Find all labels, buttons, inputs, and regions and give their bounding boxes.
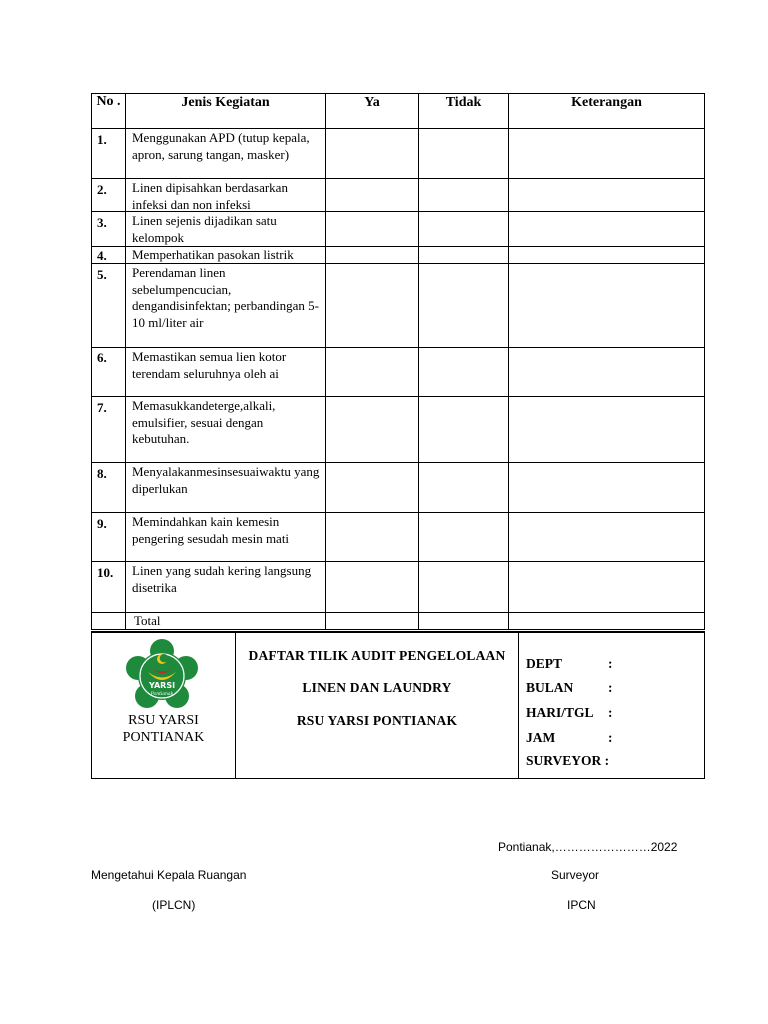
institution-name: [92, 712, 235, 746]
row-2-activity: Linen dipisahkan berdasarkan infeksi dan non infeksi: [132, 180, 288, 212]
surveyor-title: Surveyor: [551, 868, 600, 882]
row-8-number: 8.: [97, 466, 107, 481]
row-9-activity: Memindahkan kain kemesin pengering sesudah mesin mati: [132, 514, 290, 546]
header-no: No .: [96, 94, 121, 109]
row-9-number: 9.: [97, 516, 107, 531]
institution-name-line2: PONTIANAK: [122, 730, 205, 745]
month-field: BULAN :: [526, 680, 613, 695]
yarsi-logo-icon: [125, 639, 199, 711]
row-8-activity: Menyalakanmesinsesuaiwaktu yang diperlukan: [132, 464, 320, 496]
header-notes: Keterangan: [571, 95, 642, 110]
row-2-number: 2.: [97, 182, 107, 197]
form-title-line2: LINEN DAN LAUNDRY: [302, 680, 452, 695]
row-7-activity: Memasukkandeterge,alkali, emulsifier, sesuai dengan kebutuhan.: [132, 398, 276, 446]
logo-subtext: Pontianak: [150, 692, 174, 697]
header-no-col: Tidak: [445, 95, 482, 110]
dept-field: DEPT :: [526, 656, 613, 671]
row-3-number: 3.: [97, 215, 107, 230]
acknowledger-role: (IPLCN): [152, 898, 196, 912]
institution-name-line1: RSU YARSI: [128, 713, 199, 728]
place-date: Pontianak,……………………2022: [498, 840, 678, 854]
row-10-number: 10.: [97, 565, 114, 580]
logo-text: YARSI: [148, 681, 176, 690]
header-yes: Ya: [364, 95, 380, 110]
time-field: JAM :: [526, 730, 613, 745]
row-3-activity: Linen sejenis dijadikan satu kelompok: [132, 213, 277, 245]
row-5-number: 5.: [97, 267, 107, 282]
row-7-number: 7.: [97, 400, 107, 415]
row-4-activity: Memperhatikan pasokan listrik: [132, 247, 294, 262]
total-label: Total: [134, 613, 161, 628]
acknowledger-title: Mengetahui Kepala Ruangan: [91, 868, 247, 882]
row-6-activity: Memastikan semua lien kotor terendam seluruhnya oleh ai: [132, 349, 287, 381]
row-4-number: 4.: [97, 248, 107, 263]
form-title-line3: RSU YARSI PONTIANAK: [296, 713, 458, 728]
day-date-field: HARI/TGL :: [526, 705, 613, 720]
header-activity: Jenis Kegiatan: [181, 95, 270, 110]
surveyor-field: SURVEYOR :: [526, 753, 610, 768]
row-6-number: 6.: [97, 350, 107, 365]
row-1-activity: Menggunakan APD (tutup kepala, apron, sarung tangan, masker): [132, 130, 310, 162]
row-1-number: 1.: [97, 132, 107, 147]
row-10-activity: Linen yang sudah kering langsung disetrika: [132, 563, 312, 595]
surveyor-role: IPCN: [567, 898, 596, 912]
row-5-activity: Perendaman linen sebelumpencucian, dengandisinfektan; perbandingan 5-10 ml/liter air: [132, 265, 319, 330]
form-title-line1: DAFTAR TILIK AUDIT PENGELOLAAN: [248, 648, 506, 663]
